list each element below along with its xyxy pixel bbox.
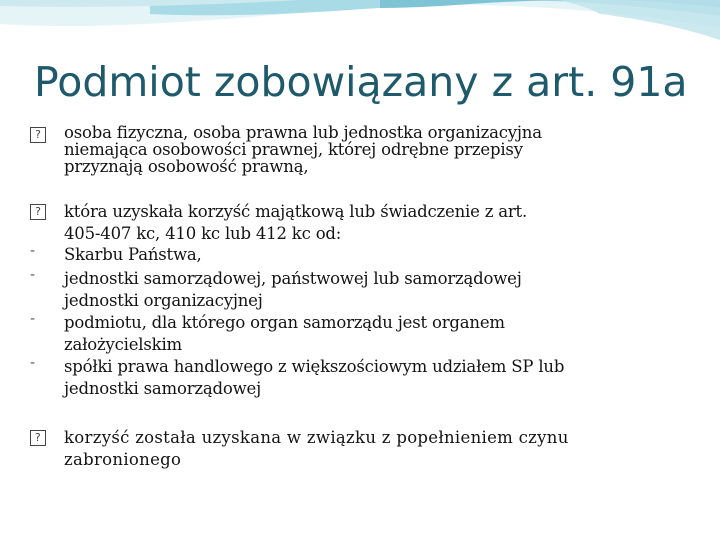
text-line: osoba fizyczna, osoba prawna lub jednostka organizacyjna: [64, 123, 542, 142]
unknown-glyph-icon: ?: [30, 127, 46, 143]
text-line: przyznają osobowość prawną,: [64, 157, 309, 176]
list-item-text: Skarbu Państwa,: [64, 245, 202, 264]
list-item: [30, 267, 680, 311]
text-line: która uzyskała korzyść majątkową lub świadczenie z art.: [64, 202, 528, 221]
bullet-paragraph-2: [30, 201, 680, 245]
text-line: niemająca osobowości prawnej, której odrębne przepisy: [64, 140, 523, 159]
list-item: [30, 355, 680, 399]
slide-title: Podmiot zobowiązany z art. 91a: [34, 58, 688, 106]
bullet-paragraph-3: [30, 427, 680, 471]
unknown-glyph-icon: ?: [30, 430, 46, 446]
dash-marker: -: [30, 355, 35, 371]
list-item-text: jednostki samorządowej: [64, 379, 262, 398]
dash-marker: -: [30, 243, 35, 259]
list-item-text: jednostki organizacyjnej: [64, 291, 263, 310]
unknown-glyph-icon: ?: [30, 204, 46, 220]
text-line: korzyść została uzyskana w związku z popełnieniem czynu: [64, 428, 569, 447]
list-item-text: założycielskim: [64, 335, 182, 354]
list-item: [30, 243, 680, 267]
text-line: zabronionego: [64, 450, 182, 469]
list-item-text: jednostki samorządowej, państwowej lub samorządowej: [64, 269, 522, 288]
slide-content: [30, 124, 680, 471]
list-item-text: spółki prawa handlowego z większościowym udziałem SP lub: [64, 357, 565, 376]
dash-marker: -: [30, 267, 35, 283]
dash-marker: -: [30, 311, 35, 327]
list-item: [30, 311, 680, 355]
bullet-paragraph-1: [30, 124, 680, 175]
list-item-text: podmiotu, dla którego organ samorządu jest organem: [64, 313, 505, 332]
text-line: 405-407 kc, 410 kc lub 412 kc od:: [64, 224, 342, 243]
